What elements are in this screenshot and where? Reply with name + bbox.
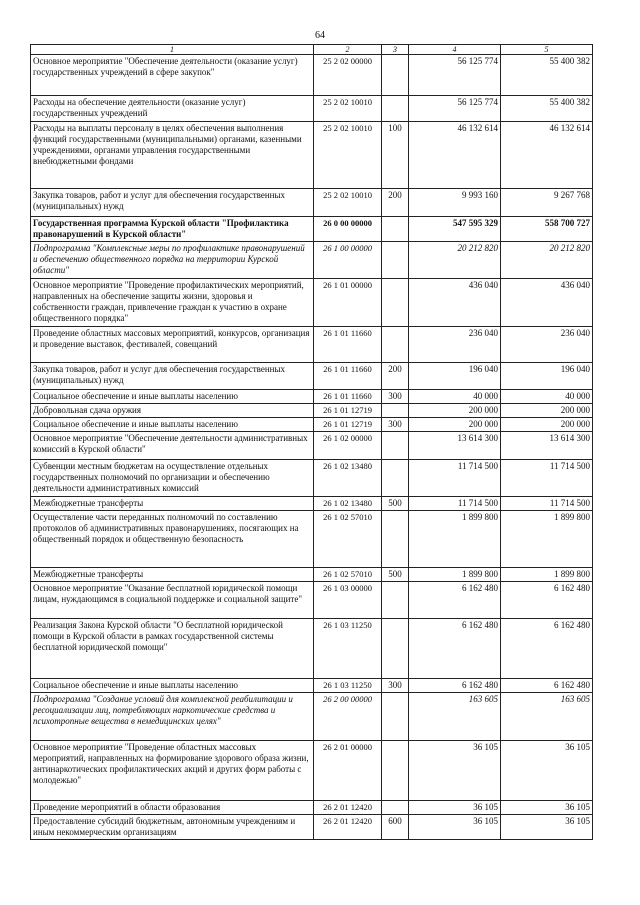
- row-type: 300: [382, 390, 409, 404]
- row-type: [382, 327, 409, 363]
- row-value-2: 55 400 382: [501, 96, 593, 122]
- row-type: [382, 96, 409, 122]
- row-type: [382, 242, 409, 279]
- header-row: [31, 45, 593, 55]
- row-name: Проведение областных массовых мероприятий, конкурсов, организация и проведение выставок, фестивалей, совещаний: [31, 327, 314, 363]
- row-name: Основное мероприятие "Оказание бесплатной юридической помощи лицам, нуждающимся в социальной поддержке и социальной защите": [31, 582, 314, 619]
- row-type: 500: [382, 568, 409, 582]
- row-value-1: 1 899 800: [409, 511, 501, 568]
- row-type: [382, 460, 409, 497]
- table-row: [31, 741, 593, 801]
- row-code: 26 1 02 57010: [314, 568, 382, 582]
- page-number: 64: [315, 30, 325, 41]
- table-row: [31, 363, 593, 390]
- row-value-1: 11 714 500: [409, 497, 501, 511]
- column-header: 2: [314, 45, 382, 55]
- row-name: Предоставление субсидий бюджетным, автономным учреждениям и иным некоммерческим организациям: [31, 815, 314, 840]
- table-row: [31, 418, 593, 432]
- table-row-subprogram: [31, 693, 593, 741]
- row-value-2: 6 162 480: [501, 582, 593, 619]
- row-value-1: 40 000: [409, 390, 501, 404]
- budget-table: [30, 44, 593, 840]
- row-value-2: 36 105: [501, 815, 593, 840]
- column-header: 3: [382, 45, 409, 55]
- table-row: [31, 619, 593, 679]
- row-type: [382, 404, 409, 418]
- row-name: Реализация Закона Курской области "О бесплатной юридической помощи в Курской области в рамках государственной системы бесплатной юридической помощи": [31, 619, 314, 679]
- row-type: [382, 693, 409, 741]
- row-value-2: 11 714 500: [501, 497, 593, 511]
- row-type: [382, 619, 409, 679]
- row-value-1: 46 132 614: [409, 122, 501, 189]
- row-name: Добровольная сдача оружия: [31, 404, 314, 418]
- row-code: 26 1 02 13480: [314, 497, 382, 511]
- row-code: 25 2 02 10010: [314, 189, 382, 217]
- table-row: [31, 497, 593, 511]
- table-row: [31, 279, 593, 327]
- row-type: 500: [382, 497, 409, 511]
- row-code: 26 2 01 12420: [314, 815, 382, 840]
- row-value-2: 36 105: [501, 741, 593, 801]
- row-name: Основное мероприятие "Обеспечение деятельности (оказание услуг) государственных учреждений в сфере закупок": [31, 55, 314, 96]
- row-value-1: 36 105: [409, 801, 501, 815]
- row-type: [382, 279, 409, 327]
- row-type: [382, 582, 409, 619]
- table-row: [31, 801, 593, 815]
- table-row: [31, 432, 593, 460]
- row-value-1: 20 212 820: [409, 242, 501, 279]
- row-code: 26 1 01 11660: [314, 327, 382, 363]
- row-name: Расходы на выплаты персоналу в целях обеспечения выполнения функций государственными (муниципальными) органами, казенными учреждениями, органами управления государственными внебюджетными фондами: [31, 122, 314, 189]
- row-name: Субвенции местным бюджетам на осуществление отдельных государственных полномочий по организации и обеспечению деятельности административных комиссий: [31, 460, 314, 497]
- row-value-1: 11 714 500: [409, 460, 501, 497]
- column-header: 1: [31, 45, 314, 55]
- row-name: Расходы на обеспечение деятельности (оказание услуг) государственных учреждений: [31, 96, 314, 122]
- column-header: 5: [501, 45, 593, 55]
- row-value-1: 6 162 480: [409, 582, 501, 619]
- row-code: 26 1 01 11660: [314, 390, 382, 404]
- row-value-1: 196 040: [409, 363, 501, 390]
- row-code: 26 1 03 00000: [314, 582, 382, 619]
- row-value-2: 1 899 800: [501, 568, 593, 582]
- table-row: [31, 815, 593, 840]
- row-code: 26 1 03 11250: [314, 619, 382, 679]
- row-value-2: 20 212 820: [501, 242, 593, 279]
- row-code: 26 0 00 00000: [314, 217, 382, 242]
- table-row: [31, 582, 593, 619]
- row-value-1: 200 000: [409, 418, 501, 432]
- row-value-1: 163 605: [409, 693, 501, 741]
- row-value-2: 436 040: [501, 279, 593, 327]
- row-type: 300: [382, 679, 409, 693]
- row-type: 200: [382, 189, 409, 217]
- row-code: 26 2 01 00000: [314, 741, 382, 801]
- row-name: Социальное обеспечение и иные выплаты населению: [31, 390, 314, 404]
- row-name: Межбюджетные трансферты: [31, 497, 314, 511]
- row-type: 600: [382, 815, 409, 840]
- row-code: 26 2 00 00000: [314, 693, 382, 741]
- row-value-2: 200 000: [501, 418, 593, 432]
- table-row: [31, 568, 593, 582]
- row-value-1: 6 162 480: [409, 619, 501, 679]
- row-code: 25 2 02 10010: [314, 96, 382, 122]
- row-value-2: 163 605: [501, 693, 593, 741]
- row-code: 26 1 03 11250: [314, 679, 382, 693]
- row-value-1: 1 899 800: [409, 568, 501, 582]
- row-name: Государственная программа Курской области "Профилактика правонарушений в Курской области": [31, 217, 314, 242]
- table-row-program: [31, 217, 593, 242]
- row-code: 25 2 02 00000: [314, 55, 382, 96]
- row-value-2: 1 899 800: [501, 511, 593, 568]
- row-code: 26 1 01 00000: [314, 279, 382, 327]
- row-name: Основное мероприятие "Обеспечение деятельности административных комиссий в Курской области": [31, 432, 314, 460]
- row-value-2: 40 000: [501, 390, 593, 404]
- row-value-1: 56 125 774: [409, 55, 501, 96]
- table-row: [31, 404, 593, 418]
- row-code: 26 1 00 00000: [314, 242, 382, 279]
- row-value-1: 36 105: [409, 815, 501, 840]
- table-row: [31, 122, 593, 189]
- row-code: 26 1 01 12719: [314, 404, 382, 418]
- row-value-1: 13 614 300: [409, 432, 501, 460]
- row-type: [382, 511, 409, 568]
- table-row: [31, 327, 593, 363]
- row-value-2: 36 105: [501, 801, 593, 815]
- row-type: [382, 217, 409, 242]
- row-name: Осуществление части переданных полномочий по составлению протоколов об административных правонарушениях, посягающих на общественный порядок и общественную безопасность: [31, 511, 314, 568]
- row-value-1: 9 993 160: [409, 189, 501, 217]
- row-code: 26 1 02 57010: [314, 511, 382, 568]
- row-type: 200: [382, 363, 409, 390]
- row-value-1: 200 000: [409, 404, 501, 418]
- table-row: [31, 390, 593, 404]
- row-value-2: 11 714 500: [501, 460, 593, 497]
- row-type: [382, 432, 409, 460]
- row-code: 26 1 02 13480: [314, 460, 382, 497]
- row-value-2: 13 614 300: [501, 432, 593, 460]
- row-name: Социальное обеспечение и иные выплаты населению: [31, 418, 314, 432]
- row-name: Основное мероприятие "Проведение профилактических мероприятий, направленных на обеспечение защиты жизни, здоровья и собственности граждан, привлечение граждан к участию в охране общественного порядка": [31, 279, 314, 327]
- row-value-1: 436 040: [409, 279, 501, 327]
- table-row: [31, 96, 593, 122]
- row-value-2: 55 400 382: [501, 55, 593, 96]
- row-name: Закупка товаров, работ и услуг для обеспечения государственных (муниципальных) нужд: [31, 363, 314, 390]
- row-type: [382, 741, 409, 801]
- column-header: 4: [409, 45, 501, 55]
- row-value-1: 56 125 774: [409, 96, 501, 122]
- table-row-subprogram: [31, 242, 593, 279]
- row-value-2: 46 132 614: [501, 122, 593, 189]
- row-name: Проведение мероприятий в области образования: [31, 801, 314, 815]
- row-value-1: 547 595 329: [409, 217, 501, 242]
- row-type: 100: [382, 122, 409, 189]
- row-value-2: 200 000: [501, 404, 593, 418]
- row-type: [382, 801, 409, 815]
- row-name: Межбюджетные трансферты: [31, 568, 314, 582]
- row-value-2: 9 267 768: [501, 189, 593, 217]
- row-code: 26 2 01 12420: [314, 801, 382, 815]
- table-row: [31, 460, 593, 497]
- table-row: [31, 511, 593, 568]
- table-row: [31, 679, 593, 693]
- row-value-1: 6 162 480: [409, 679, 501, 693]
- row-value-2: 196 040: [501, 363, 593, 390]
- row-value-2: 6 162 480: [501, 679, 593, 693]
- row-type: [382, 55, 409, 96]
- row-name: Закупка товаров, работ и услуг для обеспечения государственных (муниципальных) нужд: [31, 189, 314, 217]
- row-name: Подпрограмма "Создание условий для комплексной реабилитации и ресоциализации лиц, потребляющих наркотические средства и психотропные вещества в немедицинских целях": [31, 693, 314, 741]
- row-value-2: 236 040: [501, 327, 593, 363]
- row-code: 26 1 01 12719: [314, 418, 382, 432]
- row-value-1: 36 105: [409, 741, 501, 801]
- row-value-2: 6 162 480: [501, 619, 593, 679]
- table-row: [31, 189, 593, 217]
- row-name: Подпрограмма "Комплексные меры по профилактике правонарушений и обеспечению общественного порядка на территории Курской области": [31, 242, 314, 279]
- row-name: Социальное обеспечение и иные выплаты населению: [31, 679, 314, 693]
- row-code: 26 1 02 00000: [314, 432, 382, 460]
- row-value-2: 558 700 727: [501, 217, 593, 242]
- row-value-1: 236 040: [409, 327, 501, 363]
- table-row: [31, 55, 593, 96]
- row-code: 25 2 02 10010: [314, 122, 382, 189]
- row-type: 300: [382, 418, 409, 432]
- row-code: 26 1 01 11660: [314, 363, 382, 390]
- row-name: Основное мероприятие "Проведение областных массовых мероприятий, направленных на формирование здорового образа жизни, антинаркотических профилактических акций и других форм работы с молодежью": [31, 741, 314, 801]
